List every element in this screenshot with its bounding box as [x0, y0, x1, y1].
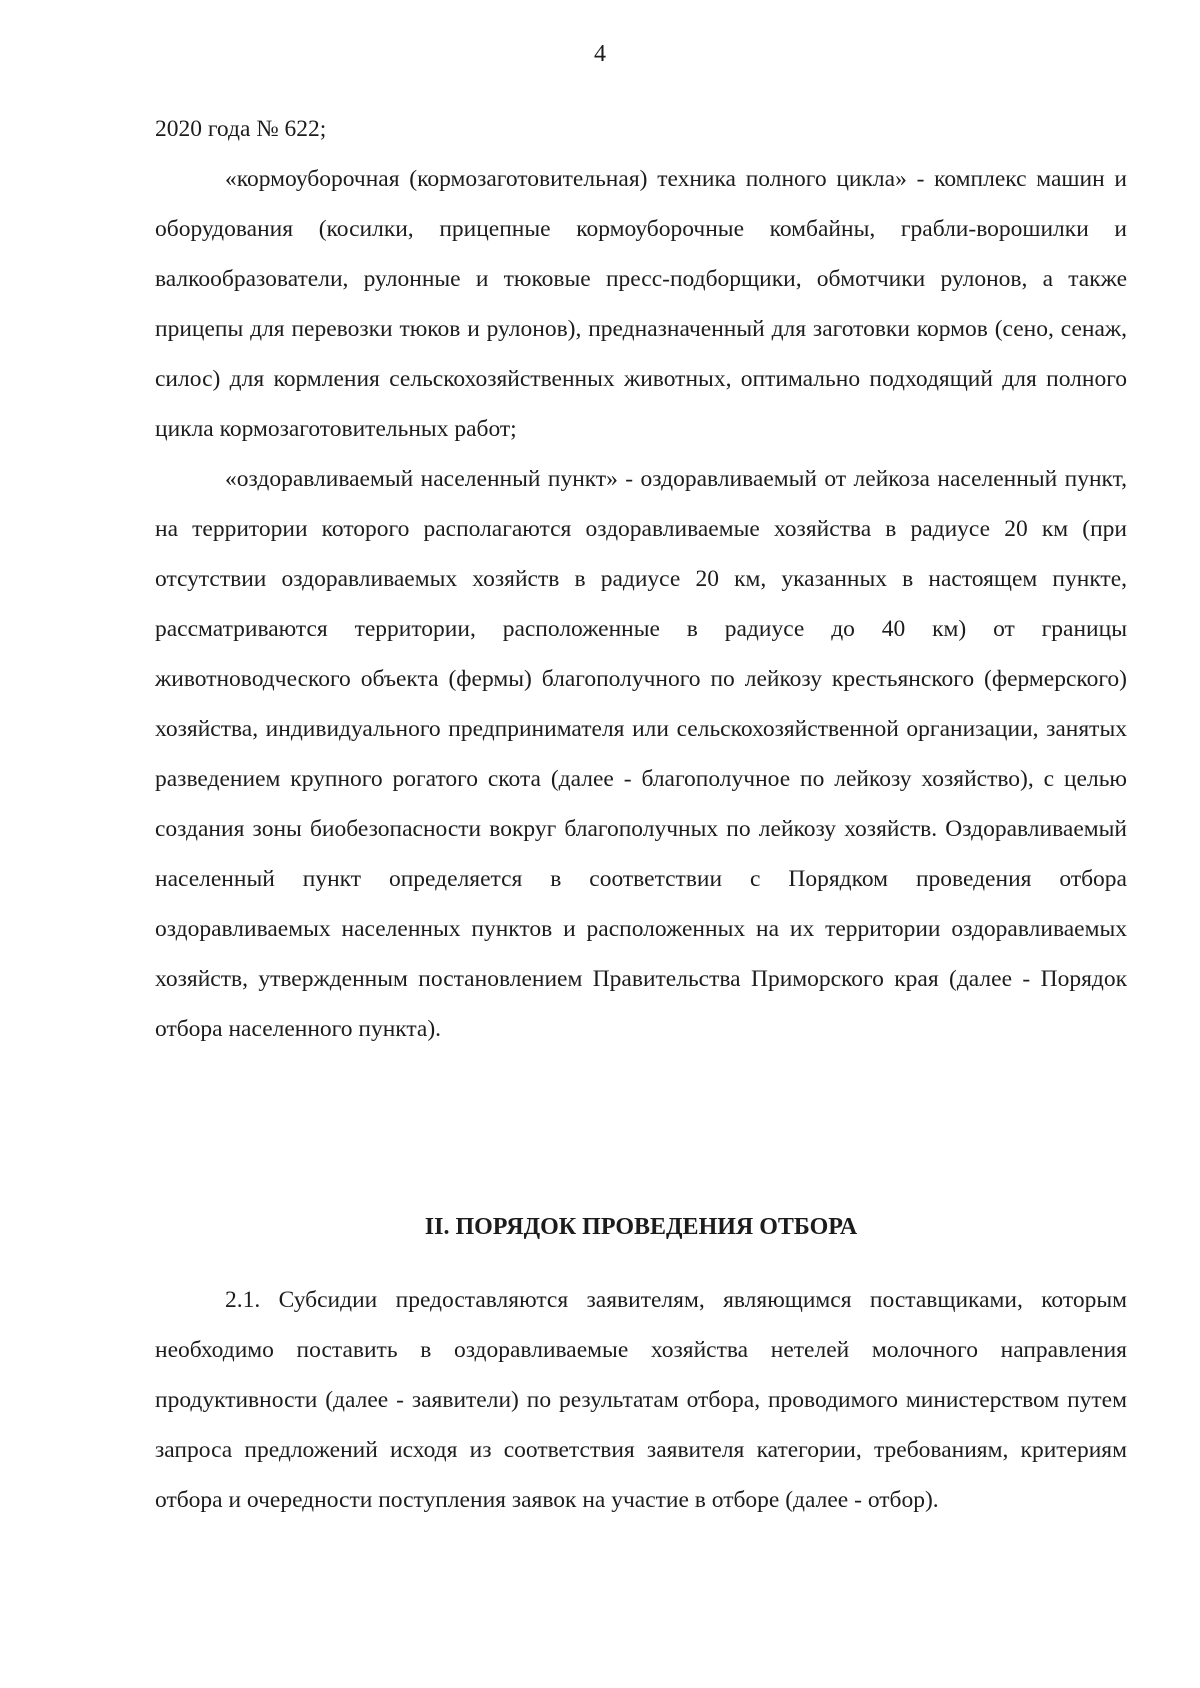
definitions-text	[155, 104, 1127, 1054]
section-heading: II. ПОРЯДОК ПРОВЕДЕНИЯ ОТБОРА	[424, 1214, 858, 1240]
paragraph-harvesting-equipment: «кормоуборочная (кормозаготовительная) техника полного цикла» - комплекс машин и оборудования (косилки, прицепные кормоуборочные комбайны, грабли-ворошилки и валкообразователи, рулонные и тюковые пресс-подборщики, обмотчики рулонов, а также прицепы для перевозки тюков и рулонов), предназначенный для заготовки кормов (сено, сенаж, силос) для кормления сельскохозяйственных животных, оптимально подходящий для полного цикла кормозаготовительных работ;	[155, 166, 1127, 442]
paragraph-date-reference: 2020 года № 622;	[155, 116, 327, 142]
section-text	[155, 1275, 1127, 1525]
paragraph-settlement-definition: «оздоравливаемый населенный пункт» - оздоравливаемый от лейкоза населенный пункт, на территории которого располагаются оздоравливаемые хозяйства в радиусе 20 км (при отсутствии оздоравливаемых хозяйств в радиусе 20 км, указанных в настоящем пункте, рассматриваются территории, расположенные в радиусе до 40 км) от границы животноводческого объекта (фермы) благополучного по лейкозу крестьянского (фермерского) хозяйства, индивидуального предпринимателя или сельскохозяйственной организации, занятых разведением крупного рогатого скота (далее - благополучное по лейкозу хозяйство), с целью создания зоны биобезопасности вокруг благополучных по лейкозу хозяйств. Оздоравливаемый населенный пункт определяется в соответствии с Порядком проведения отбора оздоравливаемых населенных пунктов и расположенных на их территории оздоравливаемых хозяйств, утвержденным постановлением Правительства Приморского края (далее - Порядок отбора населенного пункта).	[155, 466, 1127, 1042]
page-number: 4	[594, 41, 606, 67]
paragraph-2-1: 2.1. Субсидии предоставляются заявителям, являющимся поставщиками, которым необходимо поставить в оздоравливаемые хозяйства нетелей молочного направления продуктивности (далее - заявители) по результатам отбора, проводимого министерством путем запроса предложений исходя из соответствия заявителя категории, требованиям, критериям отбора и очередности поступления заявок на участие в отборе (далее - отбор).	[155, 1287, 1127, 1513]
